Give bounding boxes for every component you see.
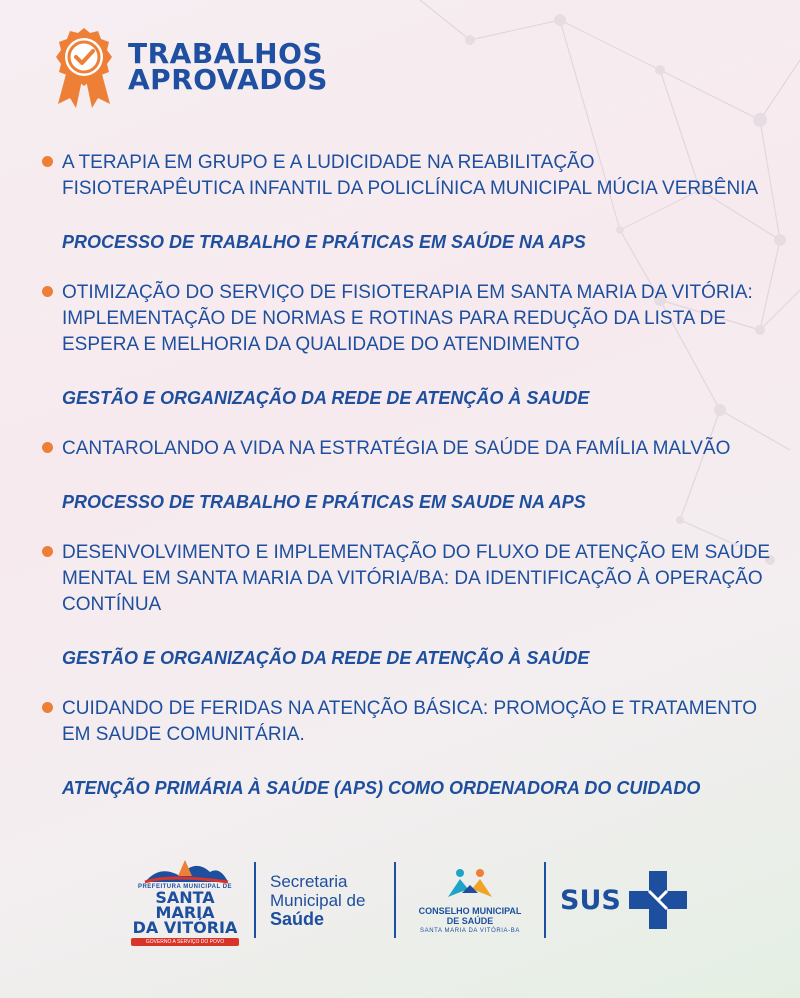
divider [394, 862, 396, 938]
list-item [40, 436, 780, 514]
work-title: CANTAROLANDO A VIDA NA ESTRATÉGIA DE SAÚDE DA FAMÍLIA MALVÃO [62, 438, 731, 459]
list-item [40, 150, 780, 254]
work-category: GESTÃO E ORGANIZAÇÃO DA REDE DE ATENÇÃO À SAÚDE [62, 648, 590, 668]
work-category: PROCESSO DE TRABALHO E PRÁTICAS EM SAÚDE NA APS [62, 232, 586, 252]
header [52, 26, 328, 108]
work-title: A TERAPIA EM GRUPO E A LUDICIDADE NA REABILITAÇÃO FISIOTERAPÊUTICA INFANTIL DA POLICLÍNICA MUNICIPAL MÚCIA VERBÊNIA [62, 152, 759, 199]
approved-works-list [40, 150, 780, 800]
footer-logos [130, 850, 690, 950]
work-title: OTIMIZAÇÃO DO SERVIÇO DE FISIOTERAPIA EM SANTA MARIA DA VITÓRIA: IMPLEMENTAÇÃO DE NORMAS E ROTINAS PARA REDUÇÃO DA LISTA DE ESPERA E MELHORIA DA QUALIDADE DO ATENDIMENTO [62, 282, 753, 355]
conselho-subtitle: SANTA MARIA DA VITÓRIA-BA [420, 927, 520, 934]
bullet-icon [42, 286, 53, 297]
work-category: ATENÇÃO PRIMÁRIA À SAÚDE (APS) COMO ORDENADORA DO CUIDADO [62, 778, 701, 798]
prefeitura-name-line-1: SANTA MARIA [155, 888, 215, 922]
list-item [40, 540, 780, 670]
divider [254, 862, 256, 938]
conselho-line-2: DE SAÚDE [446, 915, 494, 926]
award-badge-icon [52, 26, 116, 108]
bullet-icon [42, 156, 53, 167]
secretaria-line-1: Secretaria [270, 871, 348, 891]
secretaria-line-2: Municipal de [270, 890, 366, 910]
page-title [128, 37, 328, 96]
conselho-logo [410, 867, 530, 934]
title-line-2: APROVADOS [128, 63, 328, 96]
secretaria-line-3: Saúde [270, 908, 325, 929]
work-title: CUIDANDO DE FERIDAS NA ATENÇÃO BÁSICA: PROMOÇÃO E TRATAMENTO EM SAUDE COMUNITÁRIA. [62, 698, 758, 745]
divider [544, 862, 546, 938]
bullet-icon [42, 442, 53, 453]
sus-cross-icon [627, 869, 689, 931]
conselho-line-1: CONSELHO MUNICIPAL [418, 905, 522, 916]
bullet-icon [42, 546, 53, 557]
work-category: GESTÃO E ORGANIZAÇÃO DA REDE DE ATENÇÃO À SAUDE [62, 388, 590, 408]
bullet-icon [42, 702, 53, 713]
list-item [40, 696, 780, 800]
prefeitura-slogan: GOVERNO A SERVIÇO DO POVO [131, 938, 239, 946]
city-skyline-icon [140, 854, 230, 884]
people-hands-icon [440, 867, 500, 901]
prefeitura-name-line-2: DA VITÓRIA [132, 918, 238, 937]
work-category: PROCESSO DE TRABALHO E PRÁTICAS EM SAUDE NA APS [62, 492, 586, 512]
secretaria-logo [270, 872, 380, 929]
prefeitura-logo [130, 854, 240, 946]
work-title: DESENVOLVIMENTO E IMPLEMENTAÇÃO DO FLUXO DE ATENÇÃO EM SAÚDE MENTAL EM SANTA MARIA DA VITÓRIA/BA: DA IDENTIFICAÇÃO À OPERAÇÃO CONTÍNUA [62, 542, 771, 615]
prefeitura-small-text: PREFEITURA MUNICIPAL DE [137, 884, 233, 890]
sus-text: SUS [560, 884, 621, 916]
title-line-1: TRABALHOS [128, 37, 324, 70]
list-item [40, 280, 780, 410]
sus-logo [560, 869, 689, 931]
